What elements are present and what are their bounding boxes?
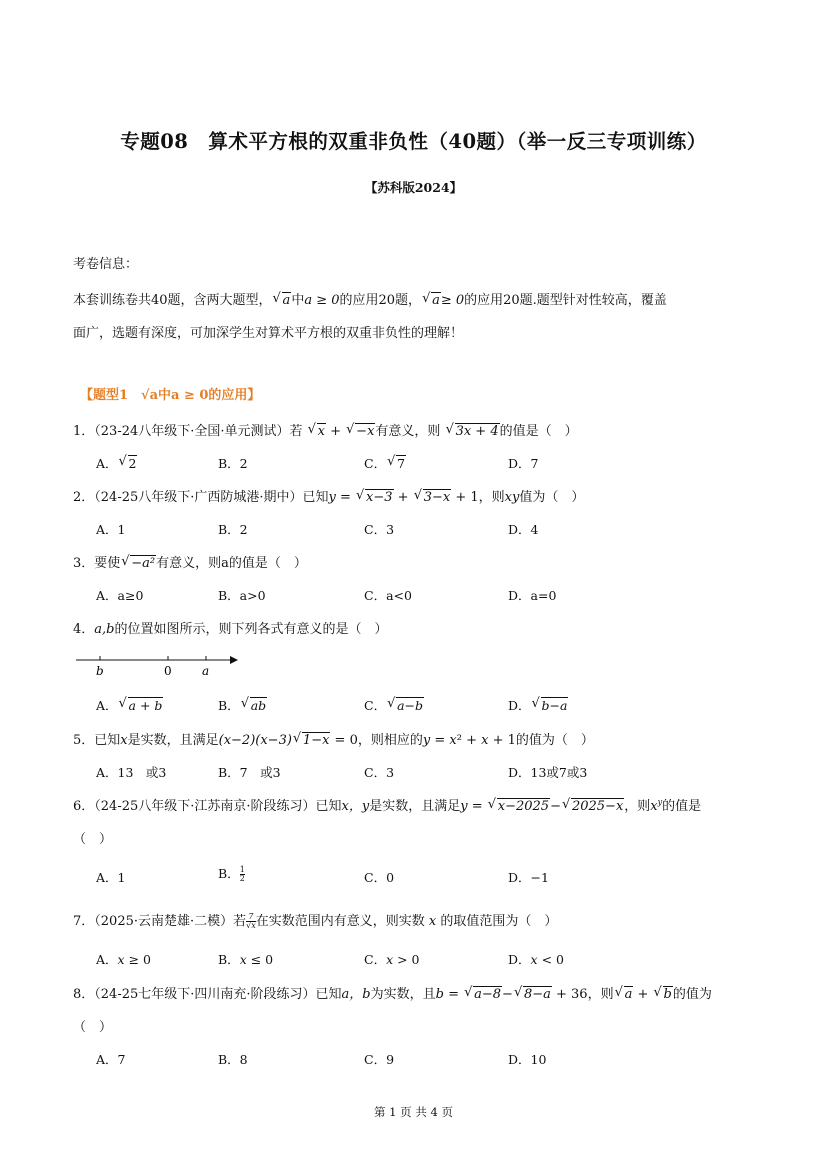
question-3: 3．要使√ −a²有意义，则a的值是（ ）: [73, 552, 307, 571]
page-footer: 第 1 页 共 4 页: [374, 1105, 453, 1119]
question-1: 1．（23-24八年级下·全国·单元测试）若 √ x + √ −x有意义，则 √ 3x + 4的值是（ ）: [73, 420, 578, 439]
q6-option-b[interactable]: B． $\frac{1}{2}$: [218, 865, 245, 883]
page-subtitle: 【苏科版2024】: [364, 180, 463, 195]
q8-option-d[interactable]: D．10: [508, 1052, 547, 1067]
question-5: 5．已知x是实数，且满足(x−2)(x−3)√ 1−x = 0，则相应的y = x² + x + 1的值为（ ）: [73, 729, 594, 748]
label-a: a: [202, 664, 210, 678]
q8-option-a[interactable]: A．7: [96, 1052, 126, 1067]
q2-option-d[interactable]: D．4: [508, 522, 539, 537]
q6-option-d[interactable]: D．−1: [508, 870, 549, 885]
info-paragraph-line1: 本套训练卷共40题，含两大题型，√ a中a ≥ 0的应用20题，√ a≥ 0的应用20题.题型针对性较高，覆盖: [73, 289, 667, 308]
q7-option-a[interactable]: A．x ≥ 0: [96, 952, 151, 967]
info-label: 考卷信息：: [73, 257, 139, 272]
info-paragraph-line2: 面广，选题有深度，可加深学生对算术平方根的双重非负性的理解！: [73, 326, 464, 341]
number-line-figure: [72, 648, 242, 680]
q6-option-a[interactable]: A．1: [96, 870, 126, 885]
q3-option-d[interactable]: D．a=0: [508, 588, 557, 603]
q4-option-d[interactable]: D．√ b−a: [508, 696, 568, 714]
q5-option-d[interactable]: D．13或7或3: [508, 765, 588, 780]
q7-option-d[interactable]: D．x < 0: [508, 952, 564, 967]
section-heading-type1: 【题型1 √a中a ≥ 0的应用】: [80, 388, 261, 403]
q4-option-c[interactable]: C．√ a−b: [364, 696, 424, 714]
q8-option-b[interactable]: B．8: [218, 1052, 248, 1067]
q1-option-a[interactable]: A．√ 2: [96, 454, 137, 472]
question-2: 2．（24-25八年级下·广西防城港·期中）已知y = √ x−3 + √ 3−x + 1，则xy值为（ ）: [73, 486, 584, 505]
q8-option-c[interactable]: C．9: [364, 1052, 395, 1067]
q6-answer-paren: （ ）: [73, 832, 113, 847]
label-b: b: [96, 664, 104, 678]
question-8: 8．（24-25七年级下·四川南充·阶段练习）已知a，b为实数，且b = √ a−8−√ 8−a + 36，则√ a + √ b的值为: [73, 983, 712, 1002]
page-title: 专题08 算术平方根的双重非负性（40题）（举一反三专项训练）: [120, 130, 707, 153]
q6-option-c[interactable]: C．0: [364, 870, 395, 885]
question-6: 6．（24-25八年级下·江苏南京·阶段练习）已知x，y是实数，且满足y = √ x−2025−√ 2025−x，则$x^y$的值是: [73, 795, 701, 814]
q4-option-b[interactable]: B．√ ab: [218, 696, 267, 714]
q2-option-b[interactable]: B．2: [218, 522, 248, 537]
q2-option-a[interactable]: A．1: [96, 522, 126, 537]
q5-option-b[interactable]: B．7 或3: [218, 765, 281, 780]
q1-option-c[interactable]: C．√ 7: [364, 454, 406, 472]
q1-option-b[interactable]: B．2: [218, 456, 248, 471]
question-4: 4．a,b的位置如图所示，则下列各式有意义的是（ ）: [73, 622, 388, 637]
q4-option-a[interactable]: A．√ a + b: [96, 696, 163, 714]
arrow-icon: [230, 656, 238, 664]
q7-option-b[interactable]: B．x ≤ 0: [218, 952, 274, 967]
sqrt-a: √ a: [273, 293, 292, 308]
q5-option-a[interactable]: A．13 或3: [96, 765, 167, 780]
q8-answer-paren: （ ）: [73, 1020, 113, 1035]
question-7: 7．（2025·云南楚雄·二模）若 $\frac{7}{√x}$ 在实数范围内有意义，则实数 x 的取值范围为（ ）: [73, 912, 558, 930]
q3-option-a[interactable]: A．a≥0: [96, 588, 144, 603]
q5-option-c[interactable]: C．3: [364, 765, 395, 780]
sqrt-a-2: √ a: [422, 293, 441, 308]
label-0: 0: [164, 664, 172, 678]
q1-option-d[interactable]: D．7: [508, 456, 539, 471]
q3-option-b[interactable]: B．a>0: [218, 588, 266, 603]
q3-option-c[interactable]: C．a<0: [364, 588, 412, 603]
q7-option-c[interactable]: C．x > 0: [364, 952, 420, 967]
q2-option-c[interactable]: C．3: [364, 522, 395, 537]
